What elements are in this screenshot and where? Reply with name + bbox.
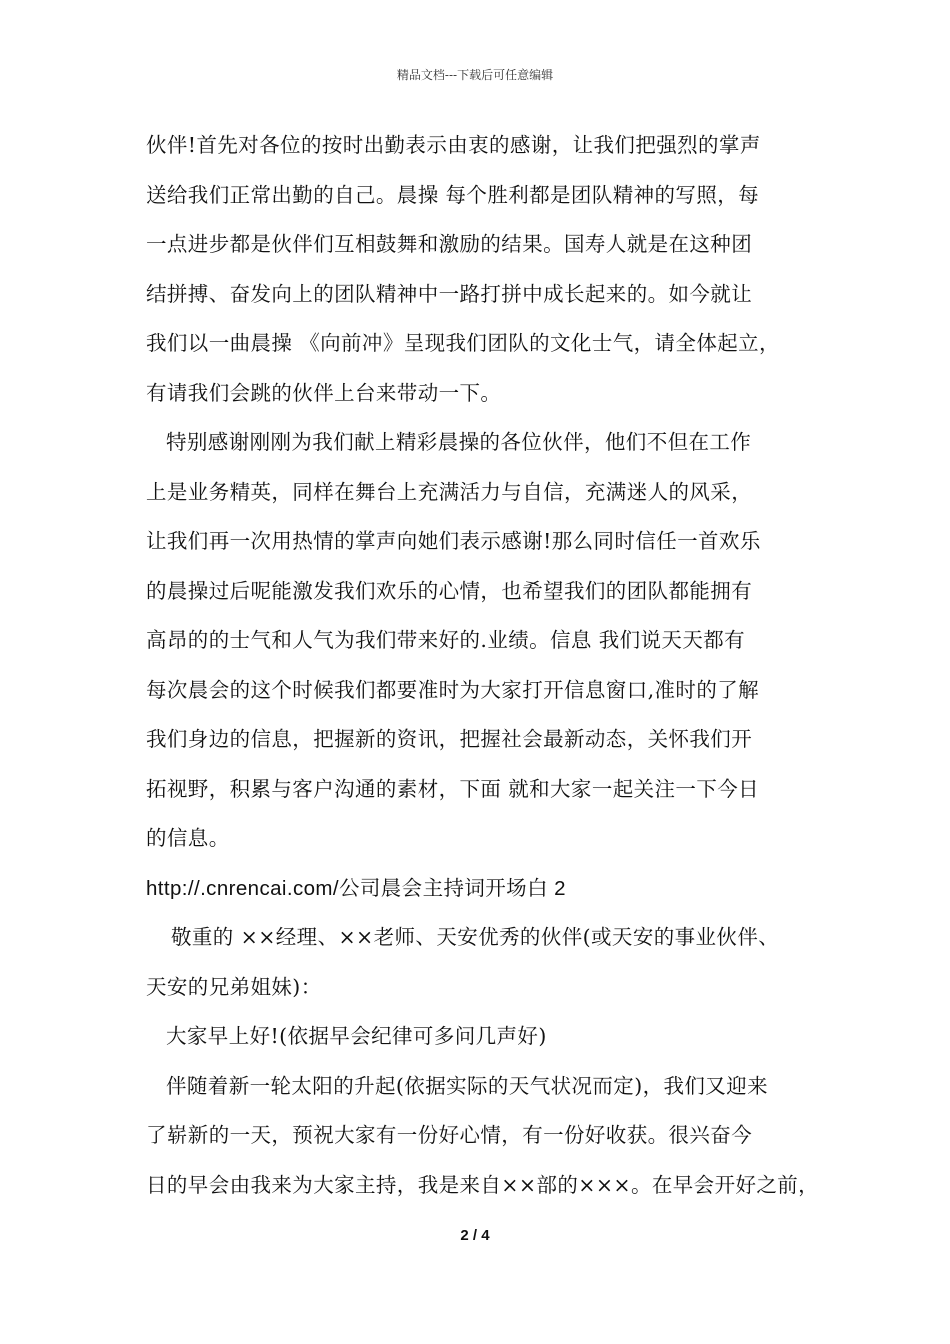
text-line: 一点进步都是伙伴们互相鼓舞和激励的结果。国寿人就是在这种团 (146, 232, 753, 256)
text-line: 送给我们正常出勤的自己。晨操 每个胜利都是团队精神的写照，每 (146, 182, 760, 207)
text-line: 日的早会由我来为大家主持，我是来自××部的×××。在早会开好之前， (146, 1172, 820, 1197)
text-line: 伙伴!首先对各位的按时出勤表示由衷的感谢，让我们把强烈的掌声 (146, 133, 761, 157)
text-line: 我们以一曲晨操 《向前冲》呈现我们团队的文化士气，请全体起立， (146, 331, 780, 355)
page-number: 2 / 4 (460, 1227, 490, 1244)
text-line: 大家早上好!(依据早会纪律可多问几声好) (166, 1024, 547, 1048)
page-header: 精品文档---下载后可任意编辑 (396, 68, 554, 82)
source-url-line: http://.cnrencai.com/公司晨会主持词开场白 2 (146, 876, 566, 900)
text-line: 的晨操过后呢能激发我们欢乐的心情，也希望我们的团队都能拥有 (146, 578, 753, 603)
text-line: 的信息。 (146, 826, 230, 850)
text-line: 每次晨会的这个时候我们都要准时为大家打开信息窗口,准时的了解 (146, 677, 760, 702)
text-line: 天安的兄弟姐妹)： (146, 974, 322, 999)
text-line: 有请我们会跳的伙伴上台来带动一下。 (146, 380, 502, 405)
text-line: 拓视野，积累与客户沟通的素材，下面 就和大家一起关注一下今日 (146, 776, 760, 801)
text-line: 特别感谢刚刚为我们献上精彩晨操的各位伙伴，他们不但在工作 (166, 430, 752, 454)
text-line: 结拼搏、奋发向上的团队精神中一路打拼中成长起来的。如今就让 (146, 281, 753, 306)
text-line: 敬重的 ××经理、××老师、天安优秀的伙伴(或天安的事业伙伴、 (171, 925, 780, 949)
text-line: 高昂的的士气和人气为我们带来好的.业绩。信息 我们说天天都有 (146, 628, 746, 652)
text-line: 上是业务精英，同样在舞台上充满活力与自信，充满迷人的风采， (146, 479, 753, 504)
text-line: 伴随着新一轮太阳的升起(依据实际的天气状况而定)，我们又迎来 (166, 1073, 768, 1098)
text-line: 我们身边的信息，把握新的资讯，把握社会最新动态，关怀我们开 (146, 727, 753, 751)
text-line: 让我们再一次用热情的掌声向她们表示感谢!那么同时信任一首欢乐 (146, 529, 761, 553)
document-body (146, 121, 826, 1210)
text-line: 了崭新的一天，预祝大家有一份好心情，有一份好收获。很兴奋今 (146, 1123, 753, 1147)
